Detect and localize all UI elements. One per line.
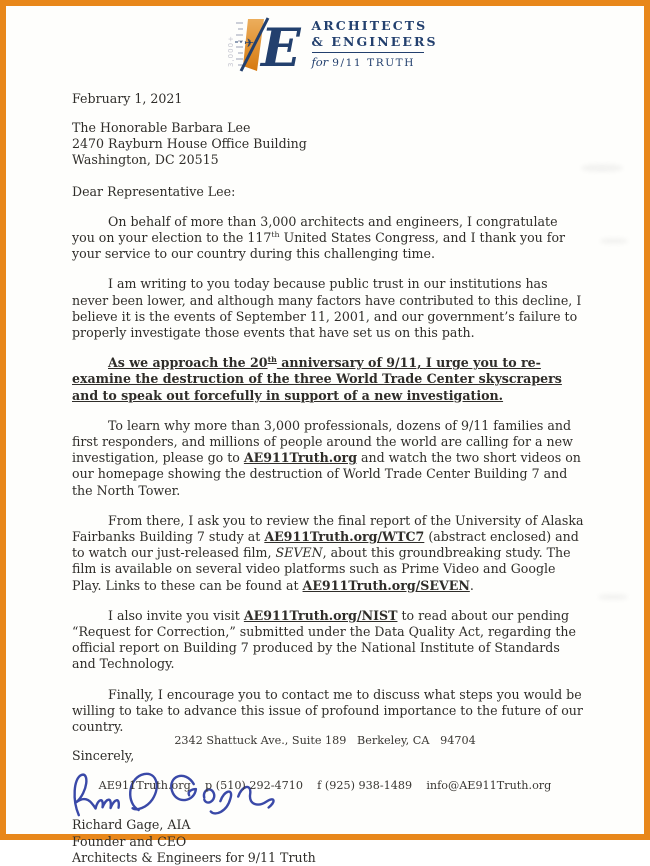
logo-line-engineers: & ENGINEERS: [311, 33, 438, 49]
link-ae911truth-org[interactable]: AE911Truth.org: [243, 450, 357, 466]
text-run: On behalf of more than 3,000 architects and engineers, I congratulate you on your election to the 117: [72, 213, 558, 245]
paragraph-1: [72, 214, 584, 263]
signer-name: Richard Gage, AIA: [72, 817, 191, 833]
text-run: th: [267, 355, 277, 365]
text-run: , about this groundbreaking study. The film is available on several video platforms such as Prime Video and Google Play. Links to these can be found at: [72, 545, 571, 593]
logo-tagline: [312, 55, 424, 69]
text-run: As we approach the 20: [108, 355, 268, 371]
airplane-icon: [235, 36, 254, 50]
recipient-name: The Honorable Barbara Lee: [72, 120, 251, 136]
text-run: .: [469, 577, 474, 593]
closing: Sincerely,: [72, 748, 135, 764]
text-run: Finally, I encourage you to contact me to discuss what steps you would be willing to take to advance this issue of profound importance to the future of our country.: [72, 686, 583, 735]
link-wtc7[interactable]: AE911Truth.org/WTC7: [264, 529, 425, 545]
paragraph-5: [72, 513, 584, 594]
text-run: United States Congress, and I thank you for your service to our country during this challenging time.: [72, 230, 566, 262]
signer-org: Architects & Engineers for 9/11 Truth: [72, 849, 316, 865]
text-run: anniversary of 9/11, I urge you to re-examine the destruction of the three World Trade Center skyscrapers and to speak out forcefully in support of a new investigation.: [72, 355, 562, 403]
text-run: I also invite you visit: [108, 607, 244, 623]
text-run: to read about our pending “Request for Correction,” submitted under the Data Quality Act, regarding the official report on Building 7 produced by the National Institute of Standards and Technology.: [72, 607, 576, 672]
logo-wordmark: [311, 15, 438, 69]
logo-divider: [312, 52, 424, 53]
svg-text:✈: ✈: [243, 36, 254, 50]
text-run: th: [271, 229, 280, 239]
recipient-address: [72, 120, 584, 167]
signer-title: Founder and CEO: [72, 833, 187, 849]
paragraph-2: [72, 276, 584, 341]
footer-address: 2342 Shattuck Ave., Suite 189 Berkeley, CA 94704: [174, 734, 476, 747]
scan-smudge: [581, 164, 623, 172]
text-run: and watch the two short videos on our homepage showing the destruction of World Trade Center Building 7 and the North Tower.: [72, 450, 581, 498]
svg-text:E: E: [260, 18, 301, 79]
letterhead-footer: [6, 703, 644, 823]
text-run: To learn why more than 3,000 professionals, dozens of 9/11 families and first responders, and millions of people around the world are calling for a new investigation, please go to: [72, 417, 573, 466]
link-nist[interactable]: AE911Truth.org/NIST: [243, 607, 398, 623]
footer-contacts: AE911Truth.org p (510) 292-4710 f (925) 938-1489 info@AE911Truth.org: [98, 779, 552, 792]
salutation: Dear Representative Lee:: [72, 183, 236, 199]
logo-tagline-for: for: [311, 55, 329, 69]
text-run: I am writing to you today because public trust in our institutions has never been lower, and although many factors have contributed to this decline, I believe it is the events of September 11, 2001, and our government’s failure to properly investigate those events that have set us on this path.: [72, 276, 582, 341]
text-run: (abstract enclosed) and to watch our just-released film,: [72, 529, 579, 561]
paragraph-4: [72, 418, 584, 499]
paragraph-6: [72, 608, 584, 673]
ae911truth-logo: [6, 15, 644, 77]
link-seven[interactable]: AE911Truth.org/SEVEN: [302, 577, 470, 593]
signature-block: [72, 817, 584, 866]
scan-smudge: [600, 238, 628, 244]
monogram-count-label: 3,000+: [226, 35, 235, 67]
scan-smudge: [598, 594, 628, 600]
logo-tagline-rest: 9/11 TRUTH: [332, 57, 416, 69]
logo-line-architects: ARCHITECTS: [311, 18, 428, 33]
paragraph-3-emphasis: [72, 355, 584, 404]
text-run: SEVEN: [275, 545, 323, 561]
letter-date: February 1, 2021: [72, 91, 183, 106]
recipient-street: 2470 Rayburn House Office Building: [72, 136, 307, 151]
recipient-city: Washington, DC 20515: [72, 151, 219, 167]
ae-monogram-icon: [226, 15, 305, 79]
text-run: From there, I ask you to review the final report of the University of Alaska Fairbanks Building 7 study at: [72, 512, 584, 545]
